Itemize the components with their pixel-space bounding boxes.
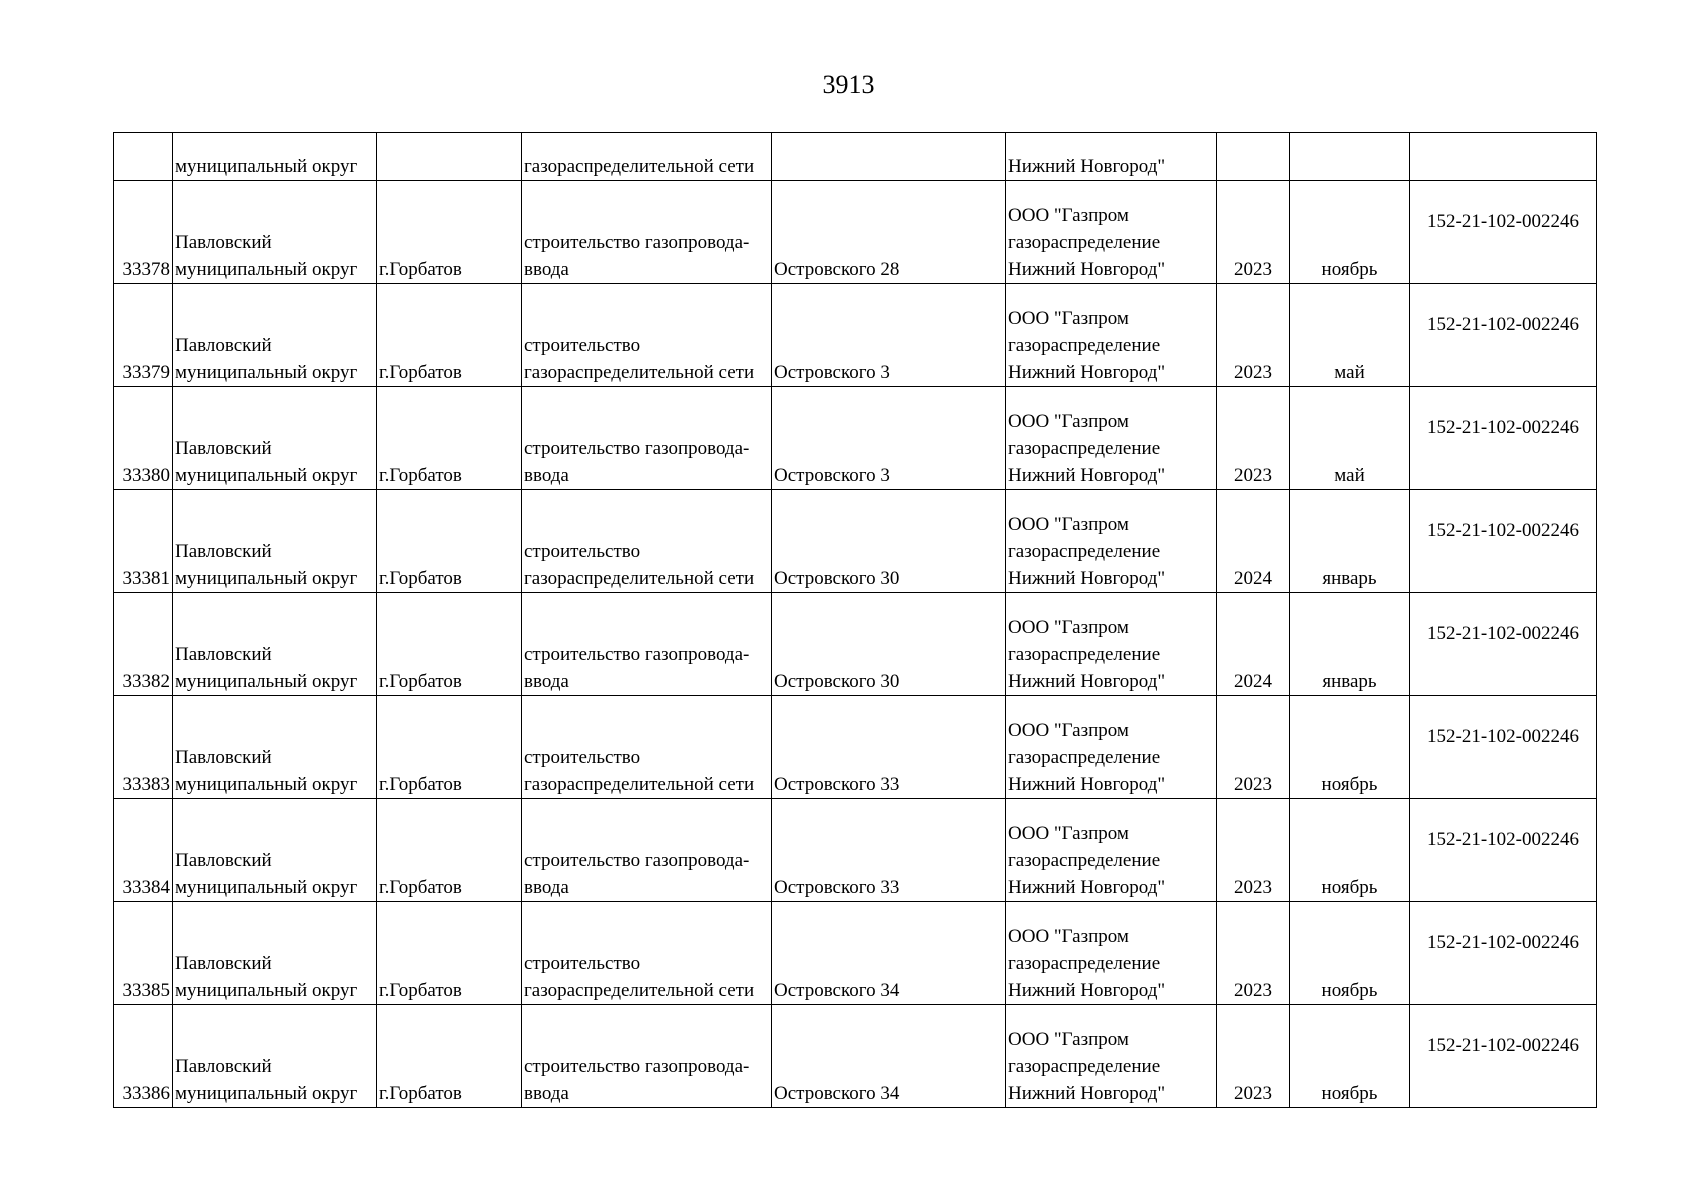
cell-month: май — [1290, 387, 1410, 490]
cell-address: Островского 33 — [772, 696, 1006, 799]
table-row — [114, 799, 1597, 902]
cell-work-type-line: ввода — [524, 877, 569, 898]
cell-month: ноябрь — [1290, 902, 1410, 1005]
cell-district-line: Павловский — [175, 850, 272, 871]
cell-work-type-line: строительство — [524, 335, 641, 356]
cell-code — [1410, 133, 1597, 181]
cell-work-type — [522, 284, 772, 387]
cell-organization — [1006, 902, 1217, 1005]
cell-work-type-line: газораспределительной сети — [524, 568, 755, 589]
cell-work-type — [522, 490, 772, 593]
cell-month: ноябрь — [1290, 1005, 1410, 1108]
cell-year: 2023 — [1217, 902, 1290, 1005]
cell-number — [114, 133, 173, 181]
cell-settlement: г.Горбатов — [377, 1005, 522, 1108]
cell-address — [772, 133, 1006, 181]
cell-year: 2024 — [1217, 490, 1290, 593]
cell-year: 2023 — [1217, 1005, 1290, 1108]
cell-address: Островского 3 — [772, 387, 1006, 490]
cell-district-line: Павловский — [175, 1056, 272, 1077]
cell-organization-line: ООО "Газпром — [1008, 514, 1129, 535]
cell-organization-line: ООО "Газпром — [1008, 720, 1129, 741]
cell-code: 152-21-102-002246 — [1410, 902, 1597, 1005]
cell-work-type — [522, 387, 772, 490]
cell-organization-line: Нижний Новгород" — [1008, 980, 1166, 1001]
cell-organization: Нижний Новгород" — [1006, 133, 1217, 181]
cell-work-type — [522, 799, 772, 902]
cell-district-line: Павловский — [175, 335, 272, 356]
cell-organization-line: ООО "Газпром — [1008, 308, 1129, 329]
cell-district-line: муниципальный округ — [175, 877, 358, 898]
cell-district-line: муниципальный округ — [175, 671, 358, 692]
table-row — [114, 696, 1597, 799]
cell-work-type — [522, 181, 772, 284]
cell-work-type-line: ввода — [524, 1083, 569, 1104]
cell-district-line: муниципальный округ — [175, 568, 358, 589]
cell-organization — [1006, 593, 1217, 696]
cell-code: 152-21-102-002246 — [1410, 490, 1597, 593]
cell-organization-line: Нижний Новгород" — [1008, 1083, 1166, 1104]
cell-work-type-line: ввода — [524, 465, 569, 486]
cell-organization-line: газораспределение — [1008, 438, 1161, 459]
cell-settlement — [377, 133, 522, 181]
cell-work-type-line: строительство газопровода- — [524, 232, 750, 253]
cell-organization-line: Нижний Новгород" — [1008, 465, 1166, 486]
cell-settlement: г.Горбатов — [377, 696, 522, 799]
cell-district — [173, 902, 377, 1005]
cell-code: 152-21-102-002246 — [1410, 1005, 1597, 1108]
cell-work-type-line: газораспределительной сети — [524, 774, 755, 795]
cell-district — [173, 387, 377, 490]
cell-organization — [1006, 181, 1217, 284]
cell-district — [173, 1005, 377, 1108]
cell-organization-line: Нижний Новгород" — [1008, 362, 1166, 383]
cell-number: 33386 — [114, 1005, 173, 1108]
cell-work-type-line: строительство газопровода- — [524, 1056, 750, 1077]
gasification-table — [113, 132, 1597, 1108]
table-row — [114, 284, 1597, 387]
cell-district: муниципальный округ — [173, 133, 377, 181]
table-row — [114, 490, 1597, 593]
cell-district-line: муниципальный округ — [175, 980, 358, 1001]
cell-district-line: муниципальный округ — [175, 362, 358, 383]
cell-organization-line: газораспределение — [1008, 747, 1161, 768]
cell-address: Островского 28 — [772, 181, 1006, 284]
cell-district — [173, 181, 377, 284]
cell-district-line: муниципальный округ — [175, 1083, 358, 1104]
cell-year: 2024 — [1217, 593, 1290, 696]
cell-number: 33380 — [114, 387, 173, 490]
cell-organization-line: Нижний Новгород" — [1008, 259, 1166, 280]
cell-organization — [1006, 799, 1217, 902]
cell-month: январь — [1290, 490, 1410, 593]
cell-work-type-line: строительство газопровода- — [524, 850, 750, 871]
cell-district — [173, 696, 377, 799]
cell-month — [1290, 133, 1410, 181]
cell-settlement: г.Горбатов — [377, 387, 522, 490]
cell-number: 33382 — [114, 593, 173, 696]
cell-organization-line: ООО "Газпром — [1008, 823, 1129, 844]
cell-district-line: Павловский — [175, 541, 272, 562]
cell-organization-line: газораспределение — [1008, 335, 1161, 356]
cell-number: 33378 — [114, 181, 173, 284]
cell-settlement: г.Горбатов — [377, 181, 522, 284]
cell-organization-line: Нижний Новгород" — [1008, 774, 1166, 795]
cell-work-type — [522, 593, 772, 696]
cell-organization — [1006, 387, 1217, 490]
cell-settlement: г.Горбатов — [377, 593, 522, 696]
cell-month: май — [1290, 284, 1410, 387]
cell-work-type-line: ввода — [524, 259, 569, 280]
cell-year: 2023 — [1217, 387, 1290, 490]
cell-code: 152-21-102-002246 — [1410, 387, 1597, 490]
cell-number: 33384 — [114, 799, 173, 902]
table-row — [114, 387, 1597, 490]
cell-organization-line: ООО "Газпром — [1008, 926, 1129, 947]
cell-address: Островского 33 — [772, 799, 1006, 902]
cell-organization-line: Нижний Новгород" — [1008, 568, 1166, 589]
cell-code: 152-21-102-002246 — [1410, 593, 1597, 696]
cell-organization-line: газораспределение — [1008, 850, 1161, 871]
cell-code: 152-21-102-002246 — [1410, 799, 1597, 902]
cell-number: 33385 — [114, 902, 173, 1005]
cell-organization-line: Нижний Новгород" — [1008, 671, 1166, 692]
cell-organization-line: газораспределение — [1008, 953, 1161, 974]
cell-code: 152-21-102-002246 — [1410, 696, 1597, 799]
cell-work-type-line: газораспределительной сети — [524, 362, 755, 383]
cell-district — [173, 593, 377, 696]
table-row — [114, 181, 1597, 284]
cell-district-line: Павловский — [175, 644, 272, 665]
cell-organization — [1006, 284, 1217, 387]
table-row — [114, 593, 1597, 696]
cell-address: Островского 3 — [772, 284, 1006, 387]
cell-number: 33379 — [114, 284, 173, 387]
cell-work-type-line: строительство — [524, 953, 641, 974]
cell-organization-line: ООО "Газпром — [1008, 205, 1129, 226]
cell-work-type — [522, 902, 772, 1005]
cell-organization-line: газораспределение — [1008, 1056, 1161, 1077]
cell-year: 2023 — [1217, 181, 1290, 284]
cell-district-line: Павловский — [175, 232, 272, 253]
cell-district-line: муниципальный округ — [175, 774, 358, 795]
cell-organization-line: ООО "Газпром — [1008, 617, 1129, 638]
table-row-continuation — [114, 133, 1597, 181]
cell-organization-line: газораспределение — [1008, 644, 1161, 665]
cell-year: 2023 — [1217, 799, 1290, 902]
cell-organization-line: ООО "Газпром — [1008, 411, 1129, 432]
cell-district-line: муниципальный округ — [175, 465, 358, 486]
cell-month: ноябрь — [1290, 799, 1410, 902]
cell-district — [173, 799, 377, 902]
cell-work-type-line: строительство газопровода- — [524, 644, 750, 665]
cell-district-line: Павловский — [175, 747, 272, 768]
cell-settlement: г.Горбатов — [377, 490, 522, 593]
cell-organization — [1006, 490, 1217, 593]
cell-code: 152-21-102-002246 — [1410, 284, 1597, 387]
cell-organization — [1006, 696, 1217, 799]
cell-address: Островского 34 — [772, 902, 1006, 1005]
cell-organization-line: газораспределение — [1008, 232, 1161, 253]
table-row — [114, 1005, 1597, 1108]
cell-work-type: газораспределительной сети — [522, 133, 772, 181]
page-number: 3913 — [822, 70, 875, 99]
cell-address: Островского 30 — [772, 490, 1006, 593]
cell-number: 33381 — [114, 490, 173, 593]
cell-code: 152-21-102-002246 — [1410, 181, 1597, 284]
cell-address: Островского 34 — [772, 1005, 1006, 1108]
cell-year: 2023 — [1217, 284, 1290, 387]
cell-district — [173, 284, 377, 387]
cell-organization — [1006, 1005, 1217, 1108]
cell-organization-line: газораспределение — [1008, 541, 1161, 562]
cell-district — [173, 490, 377, 593]
cell-year: 2023 — [1217, 696, 1290, 799]
cell-year — [1217, 133, 1290, 181]
cell-work-type — [522, 696, 772, 799]
cell-organization-line: Нижний Новгород" — [1008, 877, 1166, 898]
cell-work-type — [522, 1005, 772, 1108]
cell-month: ноябрь — [1290, 696, 1410, 799]
cell-district-line: муниципальный округ — [175, 259, 358, 280]
cell-settlement: г.Горбатов — [377, 902, 522, 1005]
cell-organization-line: ООО "Газпром — [1008, 1029, 1129, 1050]
cell-settlement: г.Горбатов — [377, 799, 522, 902]
cell-district-line: Павловский — [175, 438, 272, 459]
cell-work-type-line: газораспределительной сети — [524, 980, 755, 1001]
table-row — [114, 902, 1597, 1005]
cell-month: январь — [1290, 593, 1410, 696]
cell-work-type-line: строительство — [524, 747, 641, 768]
cell-address: Островского 30 — [772, 593, 1006, 696]
cell-month: ноябрь — [1290, 181, 1410, 284]
cell-work-type-line: строительство — [524, 541, 641, 562]
cell-district-line: Павловский — [175, 953, 272, 974]
cell-settlement: г.Горбатов — [377, 284, 522, 387]
cell-work-type-line: строительство газопровода- — [524, 438, 750, 459]
cell-work-type-line: ввода — [524, 671, 569, 692]
cell-number: 33383 — [114, 696, 173, 799]
